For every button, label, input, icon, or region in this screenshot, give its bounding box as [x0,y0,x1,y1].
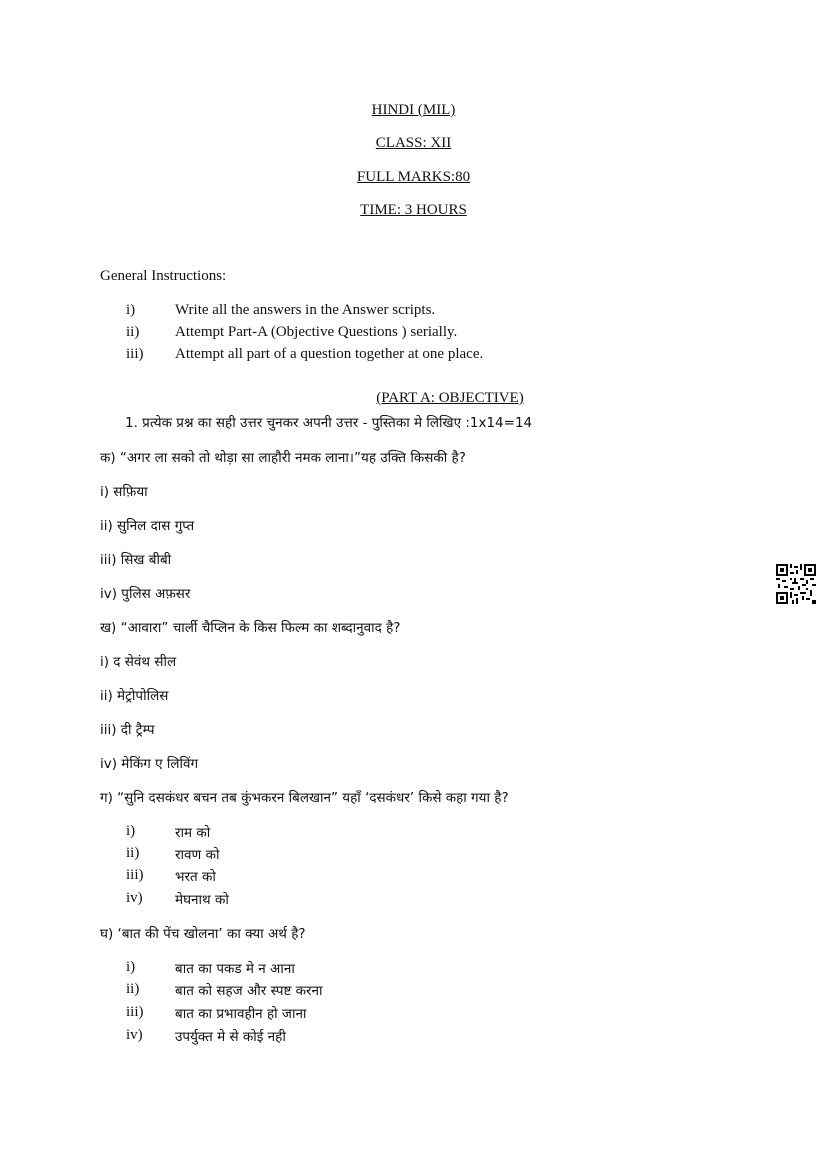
instructions-title: General Instructions: [100,268,227,284]
question-prompt: ख) “आवारा” चार्ली चैप्लिन के किस फिल्म का शब्दानुवाद है? [100,620,401,636]
option-text: उपर्युक्त मे से कोई नही [175,1029,286,1045]
question-option: ii) सुनिल दास गुप्त [100,518,195,534]
option-number: iv) [126,1027,143,1043]
question-option: i) सफ़िया [100,484,148,500]
full-marks-heading: FULL MARKS:80 [356,169,471,185]
instruction-text: Attempt all part of a question together at one place. [175,346,484,362]
instruction-number: iii) [126,346,144,362]
option-number: ii) [126,845,140,861]
question-prompt: क) “अगर ला सको तो थोड़ा सा लाहौरी नमक लाना।”यह उक्ति किसकी है? [100,450,466,466]
part-a-title: (PART A: OBJECTIVE) [376,390,524,406]
question-prompt: घ) ‘बात की पेंच खोलना’ का क्या अर्थ है? [100,926,306,942]
question-option: iv) मेकिंग ए लिविंग [100,756,199,772]
instruction-text: Attempt Part-A (Objective Questions ) serially. [175,324,458,340]
question-1-instruction: 1. प्रत्येक प्रश्न का सही उत्तर चुनकर अपनी उत्तर - पुस्तिका मे लिखिए :1x14=14 [125,415,533,431]
question-prompt: ग) “सुनि दसकंधर बचन तब कुंभकरन बिलखान” यहाँ ‘दसकंधर’ किसे कहा गया है? [100,790,509,806]
question-option: iv) पुलिस अफ़सर [100,586,191,602]
subject-heading: HINDI (MIL) [371,102,456,118]
question-option: iii) सिख बीबी [100,552,172,568]
option-number: i) [126,823,136,839]
option-text: राम को [175,825,211,841]
instruction-number: i) [126,302,136,318]
option-number: iv) [126,890,143,906]
question-option: iii) दी ट्रैम्प [100,722,155,738]
instruction-text: Write all the answers in the Answer scripts. [175,302,436,318]
option-text: मेघनाथ को [175,892,229,908]
option-number: ii) [126,981,140,997]
option-number: iii) [126,867,144,883]
instruction-number: ii) [126,324,140,340]
qr-code-icon [776,564,816,604]
option-text: बात को सहज और स्पष्ट करना [175,983,323,999]
option-number: i) [126,959,136,975]
time-heading: TIME: 3 HOURS [360,202,467,218]
class-heading: CLASS: XII [375,135,452,151]
question-option: i) द सेवंथ सील [100,654,177,670]
option-text: भरत को [175,869,216,885]
question-option: ii) मेट्रोपोलिस [100,688,169,704]
option-text: बात का पकड मे न आना [175,961,295,977]
option-text: रावण को [175,847,220,863]
option-number: iii) [126,1004,144,1020]
option-text: बात का प्रभावहीन हो जाना [175,1006,307,1022]
